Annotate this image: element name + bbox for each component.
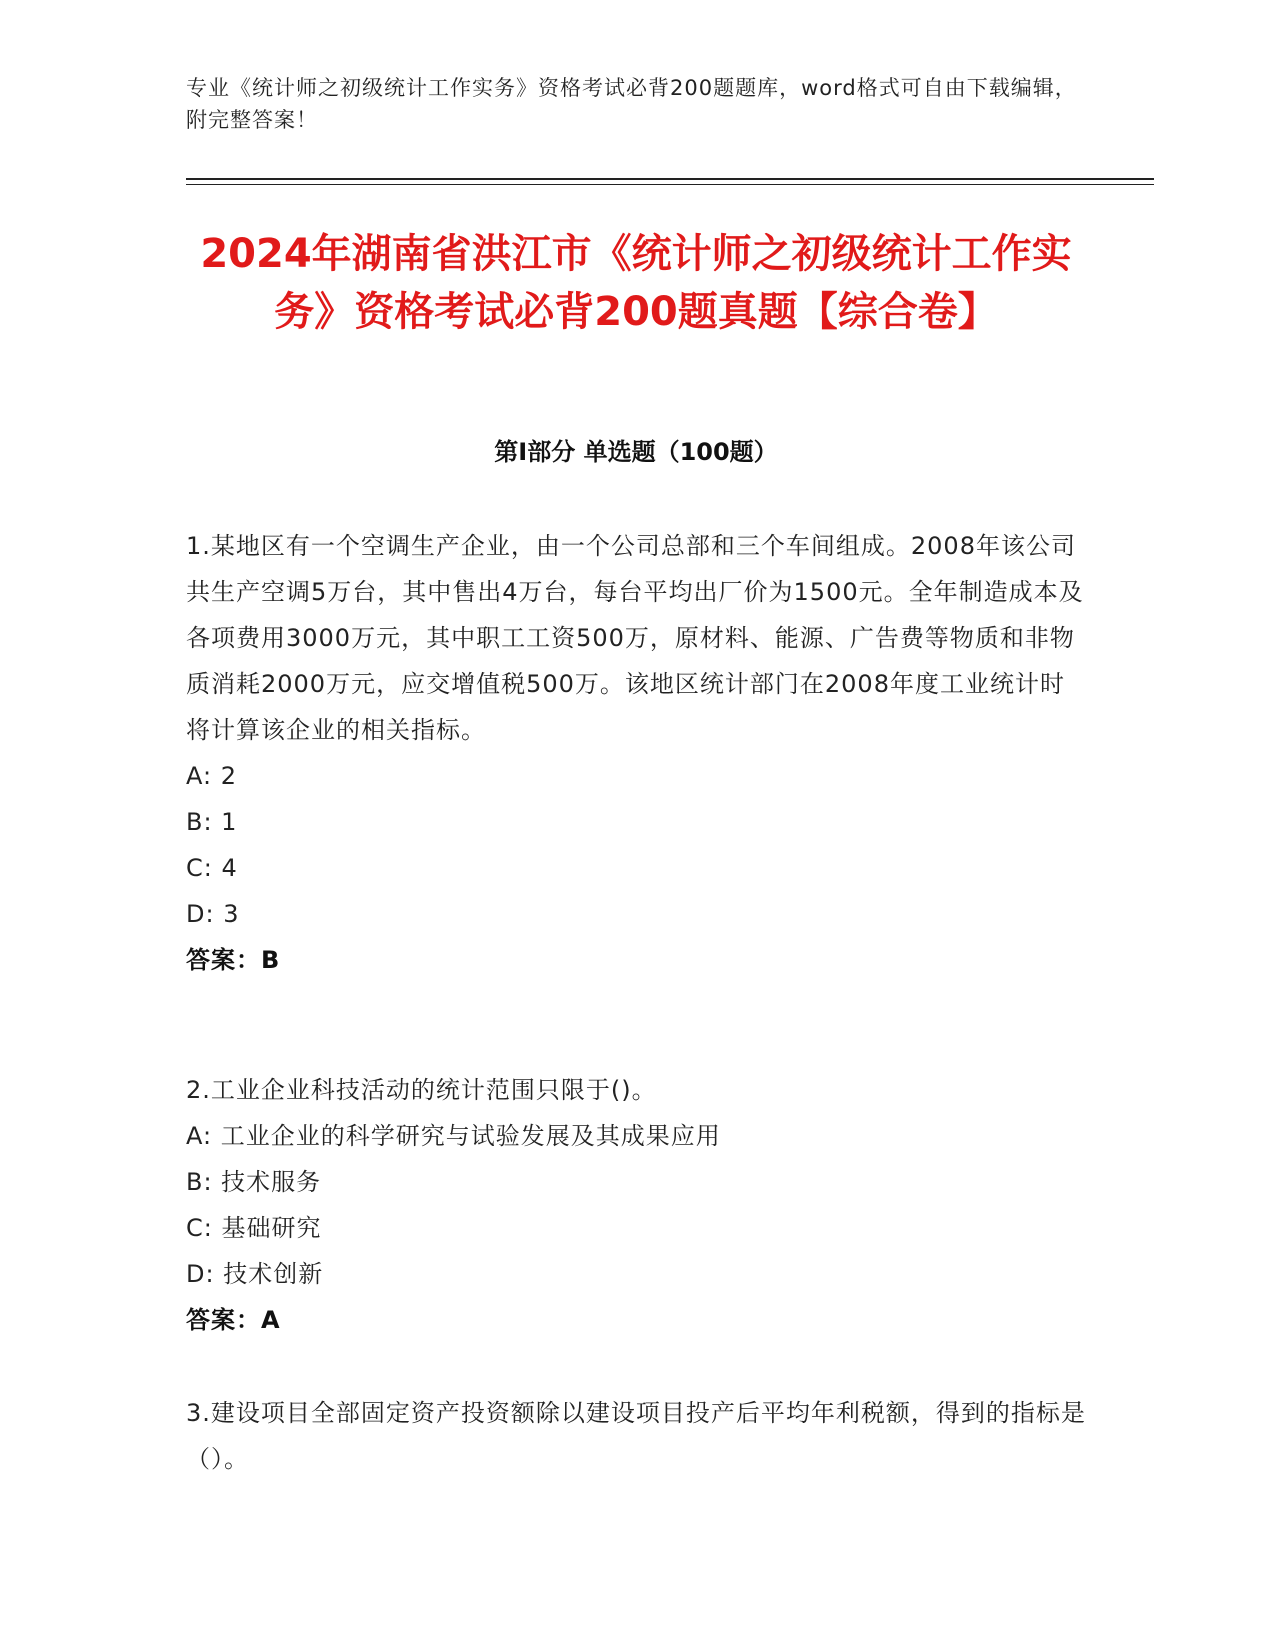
question-stem: 3.建设项目全部固定资产投资额除以建设项目投产后平均年利税额，得到的指标是（）。: [186, 1399, 1086, 1473]
option-c: C: 基础研究: [186, 1214, 322, 1242]
header-divider-thin: [186, 184, 1154, 185]
answer: 答案：B: [186, 946, 281, 974]
question-1: [186, 523, 1086, 983]
question-stem: 1.某地区有一个空调生产企业，由一个公司总部和三个车间组成。2008年该公司共生产空调5万台，其中售出4万台，每台平均出厂价为1500元。全年制造成本及各项费用3000万元，其中职工工资500万，原材料、能源、广告费等物质和非物质消耗2000万元，应交增值税500万。该地区统计部门在2008年度工业统计时将计算该企业的相关指标。: [186, 532, 1084, 744]
header-divider-thick: [186, 178, 1154, 180]
document-title: 2024年湖南省洪江市《统计师之初级统计工作实务》资格考试必背200题真题【综合卷】: [200, 231, 1072, 335]
option-a: A: 2: [186, 762, 237, 790]
option-d: D: 技术创新: [186, 1260, 324, 1288]
answer: 答案：A: [186, 1306, 281, 1334]
header-note: 专业《统计师之初级统计工作实务》资格考试必背200题题库，word格式可自由下载编辑，附完整答案！: [186, 76, 1077, 132]
option-c: C: 4: [186, 854, 238, 882]
option-a: A: 工业企业的科学研究与试验发展及其成果应用: [186, 1122, 721, 1150]
question-2: [186, 1067, 1086, 1343]
question-3: [186, 1390, 1086, 1482]
option-b: B: 1: [186, 808, 238, 836]
option-d: D: 3: [186, 900, 240, 928]
section-title: 第I部分 单选题（100题）: [494, 438, 778, 466]
option-b: B: 技术服务: [186, 1168, 322, 1196]
question-stem: 2.工业企业科技活动的统计范围只限于()。: [186, 1076, 657, 1104]
